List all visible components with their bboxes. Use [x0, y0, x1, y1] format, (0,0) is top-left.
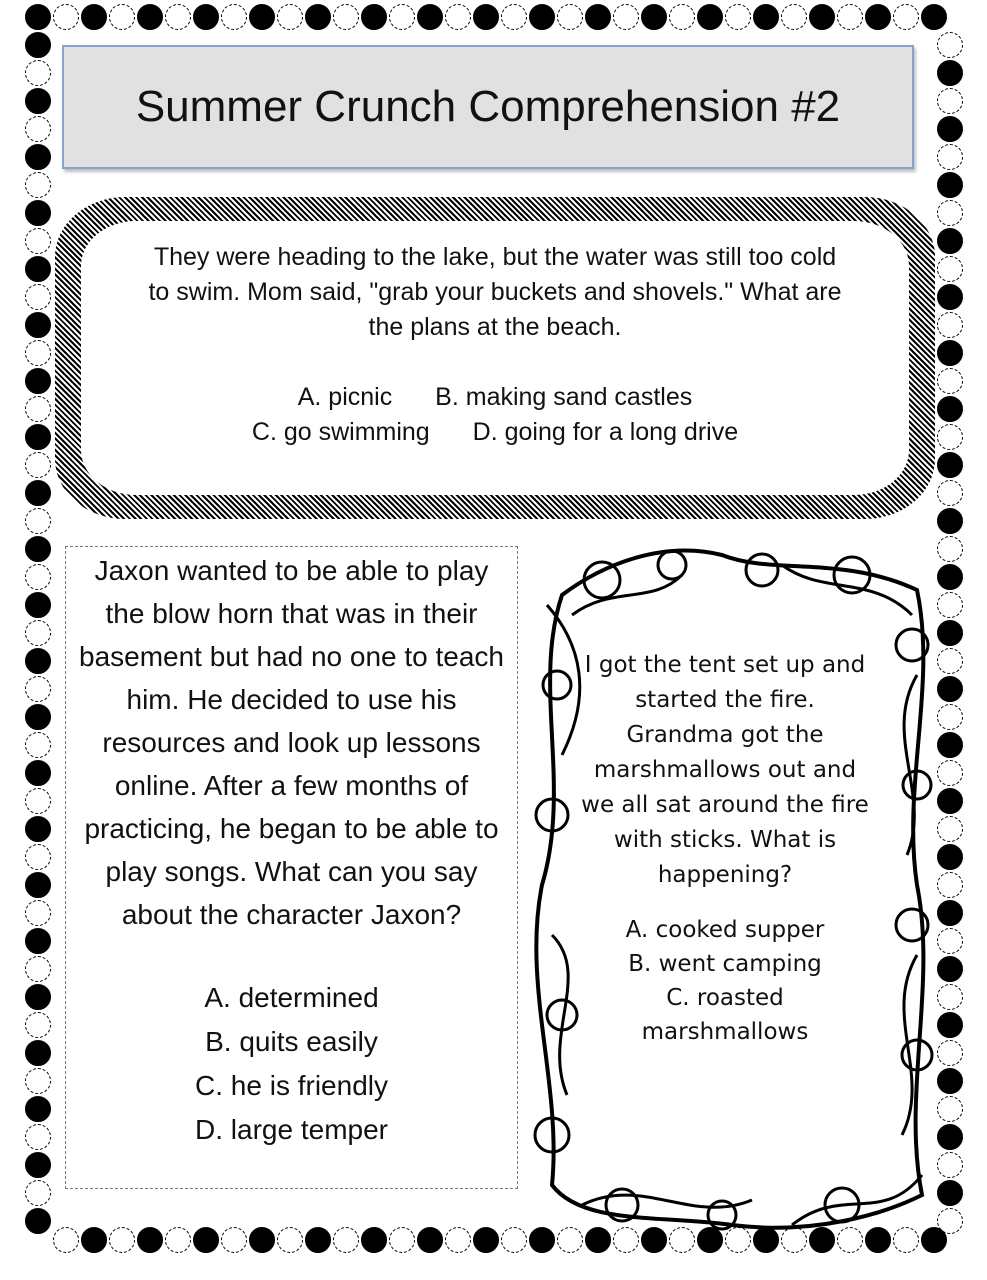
option: A. cooked supper	[625, 917, 825, 943]
question-3	[580, 648, 870, 1049]
border-dot	[25, 88, 51, 114]
border-dot	[25, 788, 51, 814]
border-dot	[937, 368, 963, 394]
border-dot	[193, 1227, 219, 1253]
border-dot	[25, 536, 51, 562]
border-dot	[937, 312, 963, 338]
border-dot	[81, 4, 107, 30]
border-dot	[25, 60, 51, 86]
border-dot	[25, 592, 51, 618]
border-dot	[809, 4, 835, 30]
option: B. went camping	[628, 951, 822, 977]
border-dot	[557, 4, 583, 30]
border-dot	[249, 1227, 275, 1253]
option: D. going for a long drive	[472, 418, 739, 446]
border-dot	[25, 424, 51, 450]
border-dot	[937, 32, 963, 58]
question-1-frame	[55, 197, 935, 519]
border-dot	[25, 1208, 51, 1234]
border-dot	[417, 1227, 443, 1253]
border-dot	[277, 4, 303, 30]
border-dot	[25, 32, 51, 58]
border-dot	[25, 200, 51, 226]
border-dot	[25, 704, 51, 730]
border-dot	[25, 732, 51, 758]
border-dot	[445, 4, 471, 30]
border-dot	[697, 4, 723, 30]
border-dot	[25, 340, 51, 366]
border-dot	[53, 4, 79, 30]
border-dot	[25, 648, 51, 674]
border-dot	[937, 424, 963, 450]
border-dot	[109, 4, 135, 30]
border-dot	[25, 228, 51, 254]
option: B. making sand castles	[435, 383, 693, 411]
border-dot	[361, 4, 387, 30]
question-1	[81, 221, 909, 495]
border-dot	[937, 116, 963, 142]
border-dot	[25, 480, 51, 506]
border-dot	[333, 1227, 359, 1253]
border-dot	[25, 1096, 51, 1122]
border-dot	[25, 984, 51, 1010]
border-dot	[361, 1227, 387, 1253]
border-dot	[25, 620, 51, 646]
border-dot	[937, 172, 963, 198]
border-dot	[25, 1180, 51, 1206]
option: B. quits easily	[205, 1026, 378, 1057]
border-dot	[937, 228, 963, 254]
title-box	[62, 45, 914, 169]
border-dot	[137, 1227, 163, 1253]
border-dot	[25, 1040, 51, 1066]
border-dot	[165, 1227, 191, 1253]
border-dot	[921, 4, 947, 30]
question-1-text: They were heading to the lake, but the water was still too cold to swim. Mom said, "grab your buckets and shovels." What are the plans at the beach.	[148, 243, 842, 341]
page-title: Summer Crunch Comprehension #2	[135, 82, 841, 131]
border-dot	[473, 4, 499, 30]
border-dot	[221, 1227, 247, 1253]
border-dot	[937, 144, 963, 170]
border-dot	[25, 1068, 51, 1094]
border-dot	[25, 1012, 51, 1038]
border-dot	[529, 4, 555, 30]
option: C. roasted marshmallows	[641, 985, 809, 1045]
border-dot	[25, 4, 51, 30]
border-dot	[837, 4, 863, 30]
border-dot	[25, 396, 51, 422]
border-dot	[25, 928, 51, 954]
question-3-text: I got the tent set up and started the fire. Grandma got the marshmallows out and we all sat around the fire with sticks. What is happening?	[581, 652, 869, 888]
border-dot	[781, 4, 807, 30]
border-dot	[25, 256, 51, 282]
border-dot	[193, 4, 219, 30]
border-dot	[25, 368, 51, 394]
border-dot	[725, 4, 751, 30]
border-dot	[389, 4, 415, 30]
option: C. go swimming	[251, 418, 430, 446]
border-dot	[25, 872, 51, 898]
question-2	[65, 546, 518, 1189]
border-dot	[937, 284, 963, 310]
border-dot	[53, 1227, 79, 1253]
option: A. determined	[204, 982, 379, 1013]
border-dot	[25, 144, 51, 170]
border-dot	[25, 564, 51, 590]
border-dot	[81, 1227, 107, 1253]
border-dot	[641, 4, 667, 30]
border-dot	[937, 200, 963, 226]
border-dot	[937, 396, 963, 422]
border-dot	[501, 4, 527, 30]
border-dot	[25, 1152, 51, 1178]
border-dot	[25, 284, 51, 310]
border-dot	[389, 1227, 415, 1253]
border-dot	[585, 4, 611, 30]
border-dot	[417, 4, 443, 30]
border-dot	[893, 4, 919, 30]
border-dot	[25, 508, 51, 534]
border-dot	[937, 508, 963, 534]
border-dot	[25, 816, 51, 842]
border-dot	[277, 1227, 303, 1253]
border-dot	[25, 844, 51, 870]
border-dot	[445, 1227, 471, 1253]
border-dot	[473, 1227, 499, 1253]
border-dot	[25, 1124, 51, 1150]
border-dot	[305, 4, 331, 30]
border-dot	[613, 4, 639, 30]
border-dot	[333, 4, 359, 30]
border-dot	[137, 4, 163, 30]
border-dot	[25, 956, 51, 982]
border-dot	[221, 4, 247, 30]
border-dot	[669, 4, 695, 30]
border-dot	[165, 4, 191, 30]
border-dot	[25, 116, 51, 142]
border-dot	[249, 4, 275, 30]
border-dot	[25, 760, 51, 786]
border-dot	[25, 676, 51, 702]
border-dot	[937, 452, 963, 478]
border-dot	[937, 480, 963, 506]
border-dot	[937, 60, 963, 86]
border-dot	[865, 4, 891, 30]
border-dot	[25, 172, 51, 198]
option: D. large temper	[195, 1114, 388, 1145]
border-dot	[937, 340, 963, 366]
border-dot	[305, 1227, 331, 1253]
border-dot	[937, 256, 963, 282]
question-2-text: Jaxon wanted to be able to play the blow horn that was in their basement but had no one to teach him. He decided to use his resources and look up lessons online. After a few months of practicing, he began to be able to play songs. What can you say about the character Jaxon?	[79, 555, 504, 930]
border-dot	[109, 1227, 135, 1253]
border-dot	[753, 4, 779, 30]
border-dot	[25, 900, 51, 926]
option: C. he is friendly	[195, 1070, 388, 1101]
option: A. picnic	[297, 383, 393, 411]
border-dot	[25, 312, 51, 338]
border-dot	[937, 88, 963, 114]
border-dot	[25, 452, 51, 478]
